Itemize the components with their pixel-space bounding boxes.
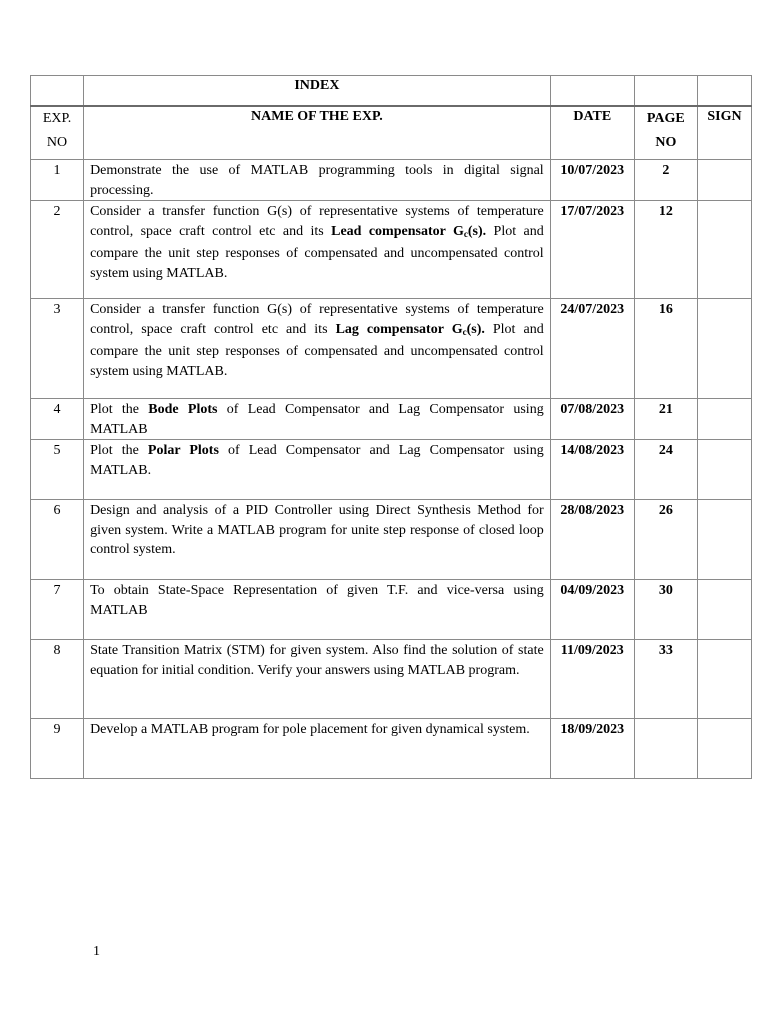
table-row <box>31 201 752 299</box>
exp-name-part: (s). <box>466 321 485 337</box>
exp-name-part: State Transition Matrix (STM) for given system. Also find the solution of state equation for initial condition. Verify your answers using MATLAB program. <box>90 643 544 678</box>
table-row <box>31 160 752 201</box>
exp-name-part: Lag compensator G <box>335 321 463 337</box>
sign-cell <box>697 500 751 580</box>
date-cell: 18/09/2023 <box>550 719 634 779</box>
index-title-row <box>31 76 752 107</box>
sign-cell <box>697 399 751 440</box>
table-row <box>31 399 752 440</box>
date-cell: 17/07/2023 <box>550 201 634 299</box>
table-body <box>31 160 752 779</box>
page-no-cell <box>634 719 697 779</box>
exp-name-part: (s). <box>467 223 487 239</box>
exp-no-cell: 4 <box>31 399 84 440</box>
table-row <box>31 299 752 399</box>
exp-no-cell: 7 <box>31 580 84 640</box>
exp-no-cell: 1 <box>31 160 84 201</box>
exp-name-part: Consider a transfer function G(s) of representative systems of temperature control, space craft control etc and its <box>90 204 544 239</box>
header-exp-no-line2: NO <box>46 135 68 150</box>
exp-name-part: Plot and compare the unit step responses of compensated and uncompensated control system using MATLAB. <box>90 321 544 379</box>
page-no-cell: 2 <box>634 160 697 201</box>
header-exp-no-line1: EXP. <box>42 111 72 126</box>
date-cell: 28/08/2023 <box>550 500 634 580</box>
exp-name-cell <box>84 299 551 399</box>
table-row <box>31 500 752 580</box>
date-cell: 24/07/2023 <box>550 299 634 399</box>
exp-name-part: Consider a transfer function G(s) of representative systems of temperature control, space craft control etc and its <box>90 302 544 337</box>
header-exp-no <box>31 106 84 160</box>
sign-cell <box>697 440 751 500</box>
header-row <box>31 106 752 160</box>
empty-cell <box>31 76 84 107</box>
exp-name-part: Plot the <box>90 402 149 417</box>
index-title: INDEX <box>84 76 551 107</box>
exp-name-part: Lead compensator G <box>331 223 464 239</box>
exp-name-part: c <box>463 228 468 239</box>
page-no-cell: 12 <box>634 201 697 299</box>
header-page-line2: NO <box>655 135 677 150</box>
exp-name-part: Plot the <box>90 443 148 458</box>
header-page-line1: PAGE <box>646 111 685 126</box>
table-row <box>31 440 752 500</box>
header-sign: SIGN <box>697 106 751 160</box>
exp-no-cell: 5 <box>31 440 84 500</box>
exp-name-cell <box>84 640 551 719</box>
table-row <box>31 719 752 779</box>
exp-name-part: of Lead Compensator and Lag Compensator using MATLAB. <box>90 443 544 478</box>
exp-name-cell <box>84 440 551 500</box>
page-number: 1 <box>93 944 100 959</box>
page-no-cell: 21 <box>634 399 697 440</box>
exp-name-part: Bode Plots <box>148 402 218 417</box>
date-cell: 10/07/2023 <box>550 160 634 201</box>
exp-name-cell <box>84 201 551 299</box>
empty-cell <box>634 76 697 107</box>
empty-cell <box>550 76 634 107</box>
date-cell: 04/09/2023 <box>550 580 634 640</box>
page-no-cell: 30 <box>634 580 697 640</box>
empty-cell <box>697 76 751 107</box>
exp-name-part: Plot and compare the unit step responses of compensated and uncompensated control system using MATLAB. <box>90 223 544 281</box>
exp-name-part: Design and analysis of a PID Controller using Direct Synthesis Method for given system. Write a MATLAB program for unite step response of closed loop control system. <box>90 503 544 557</box>
sign-cell <box>697 201 751 299</box>
date-cell: 11/09/2023 <box>550 640 634 719</box>
page-no-cell: 26 <box>634 500 697 580</box>
sign-cell <box>697 640 751 719</box>
page-no-cell: 33 <box>634 640 697 719</box>
page-no-cell: 16 <box>634 299 697 399</box>
sign-cell <box>697 160 751 201</box>
exp-no-cell: 9 <box>31 719 84 779</box>
exp-no-cell: 6 <box>31 500 84 580</box>
sign-cell <box>697 580 751 640</box>
header-date: DATE <box>550 106 634 160</box>
exp-name-part: Develop a MATLAB program for pole placement for given dynamical system. <box>90 722 530 737</box>
date-cell: 14/08/2023 <box>550 440 634 500</box>
table-row <box>31 580 752 640</box>
header-name: NAME OF THE EXP. <box>84 106 551 160</box>
header-page-no <box>634 106 697 160</box>
sign-cell <box>697 299 751 399</box>
exp-name-part: c <box>462 326 467 337</box>
exp-name-part: Polar Plots <box>147 443 219 458</box>
exp-name-part: Demonstrate the use of MATLAB programming tools in digital signal processing. <box>90 163 544 198</box>
exp-no-cell: 3 <box>31 299 84 399</box>
date-cell: 07/08/2023 <box>550 399 634 440</box>
index-table <box>30 75 752 779</box>
exp-name-cell <box>84 719 551 779</box>
exp-name-cell <box>84 399 551 440</box>
exp-name-cell <box>84 160 551 201</box>
exp-name-part: of Lead Compensator and Lag Compensator using MATLAB <box>90 402 544 437</box>
exp-name-cell <box>84 580 551 640</box>
exp-name-cell <box>84 500 551 580</box>
sign-cell <box>697 719 751 779</box>
exp-no-cell: 2 <box>31 201 84 299</box>
exp-name-part: To obtain State-Space Representation of given T.F. and vice-versa using MATLAB <box>90 583 544 618</box>
table-row <box>31 640 752 719</box>
page-no-cell: 24 <box>634 440 697 500</box>
exp-no-cell: 8 <box>31 640 84 719</box>
